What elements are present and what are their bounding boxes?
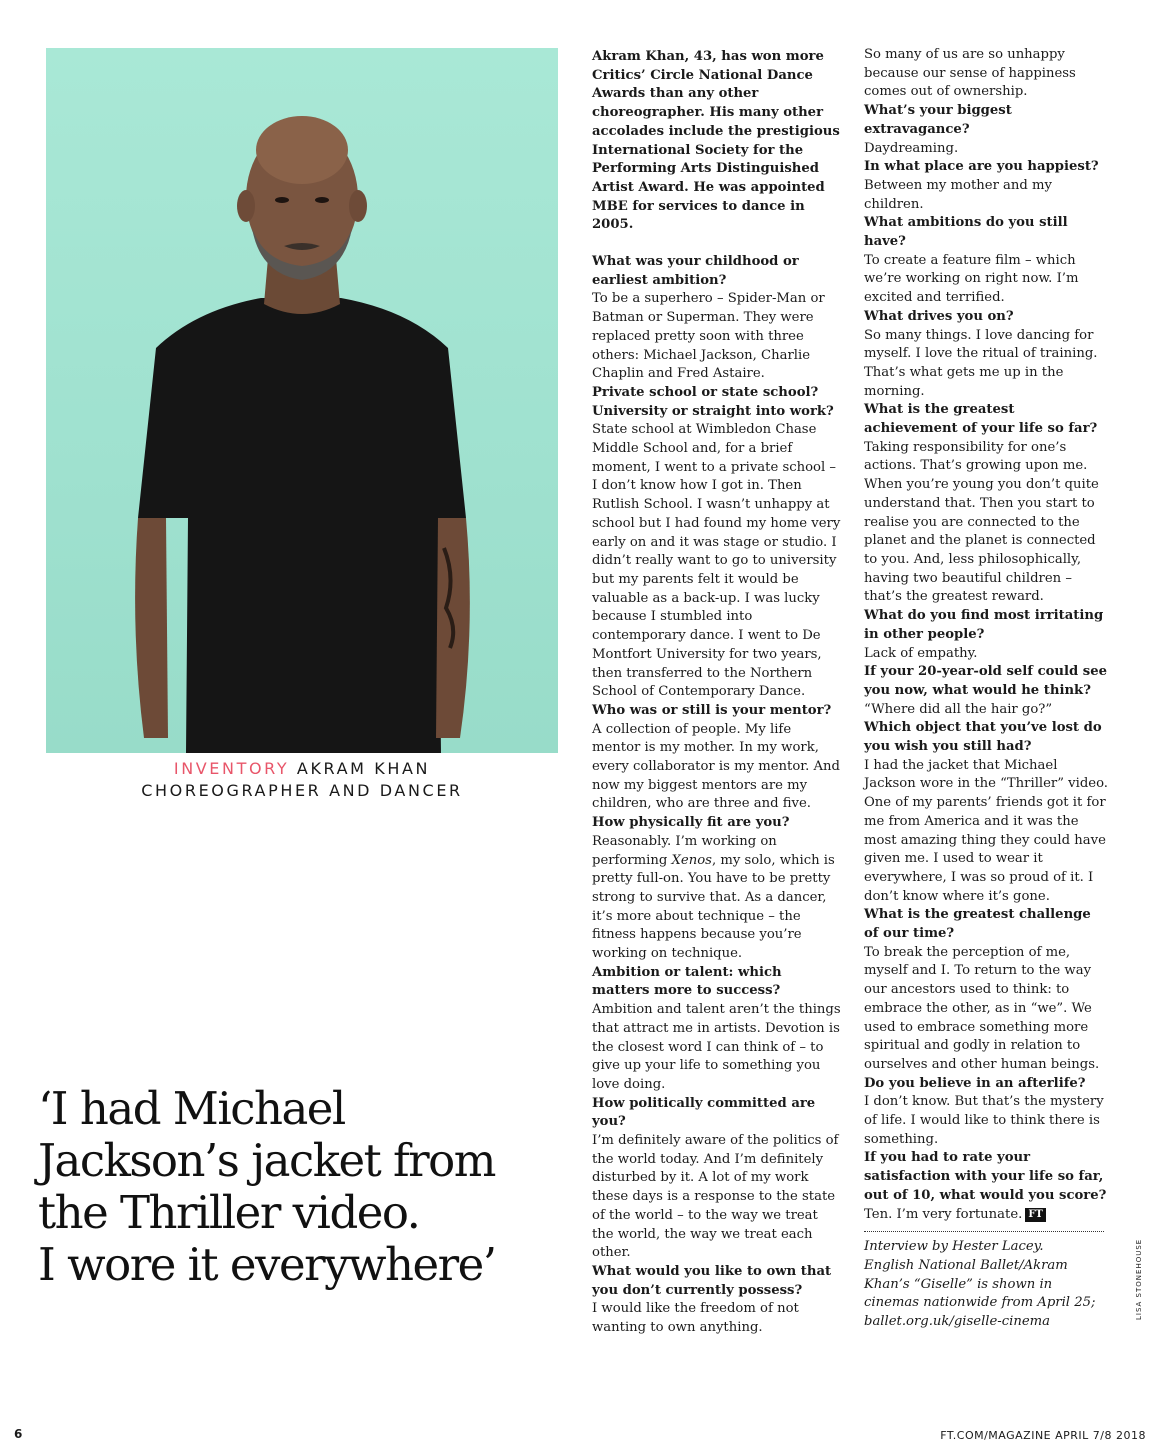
question: What was your childhood or earliest ambition?: [592, 254, 799, 288]
answer: [592, 833, 842, 964]
portrait-illustration: [46, 48, 558, 753]
question: What is the greatest achievement of your life so far?: [864, 402, 1098, 437]
answer: A collection of people. My life mentor is my mother. In my work, every collaborator is my mentor. And now my biggest mentors are my children, who are three and five.: [592, 721, 840, 812]
answer: [864, 1206, 1109, 1225]
pull-quote: [38, 1083, 558, 1291]
answer: “Where did all the hair go?”: [864, 701, 1053, 717]
question: If your 20-year-old self could see you now, what would he think?: [864, 664, 1108, 698]
question: Who was or still is your mentor?: [592, 702, 832, 718]
question: In what place are you happiest?: [864, 159, 1099, 175]
answer-text: Reasonably. I’m working on performing: [592, 833, 777, 868]
article-column-1: [592, 48, 842, 1338]
answer: Ambition and talent aren’t the things that attract me in artists. Devotion is the closest word I can think of – to give up your life to something you love doing.: [592, 1002, 841, 1092]
answer: I would like the freedom of not wanting to own anything.: [592, 1301, 799, 1336]
pull-quote-line: ‘I had Michael: [38, 1082, 345, 1135]
question: What do you find most irritating in other people?: [864, 608, 1104, 642]
question: How politically committed are you?: [592, 1095, 816, 1130]
portrait-photo: [46, 48, 558, 753]
photo-credit-text: LISA STONEHOUSE: [1135, 1238, 1143, 1320]
answer: Taking responsibility for one’s actions. That’s growing upon me. When you’re young you don’t quite understand that. Then you start to realise you are connected to the planet and the planet is connected to you. And, less philosophically, having two beautiful children – that’s the greatest reward.: [864, 439, 1099, 605]
photo-credit: [1135, 1240, 1145, 1320]
answer-emphasis: Xenos: [671, 852, 712, 868]
answer: I’m definitely aware of the politics of the world today. And I’m definitely disturbed by it. A lot of my work these days is a response to the state of the world – to the way we treat the world, the way we treat each other.: [592, 1133, 839, 1261]
answer-text: , my solo, which is pretty full-on. You have to be pretty strong to survive that. As a dancer, it’s more about technique – the fitness happens because you’re working on technique.: [592, 852, 835, 962]
pull-quote-line: Jackson’s jacket from: [38, 1134, 495, 1187]
caption-role: CHOREOGRAPHER AND DANCER: [141, 781, 463, 800]
ft-end-badge: FT: [1025, 1208, 1046, 1222]
pull-quote-line: the Thriller video.: [38, 1186, 420, 1239]
answer: I had the jacket that Michael Jackson wore in the “Thriller” video. One of my parents’ friends got it for me from America and it was the most amazing thing they could have given me. I used to wear it everywhere, I was so proud of it. I don’t know where it’s gone.: [864, 757, 1108, 904]
question: What is the greatest challenge of our time?: [864, 907, 1091, 942]
question: What ambitions do you still have?: [864, 215, 1068, 250]
question: Do you believe in an afterlife?: [864, 1075, 1086, 1091]
question: What drives you on?: [864, 308, 1014, 324]
answer: To break the perception of me, myself and I. To return to the way our ancestors used to think: to embrace the other, as in “we”. We used to embrace something more spiritual and godly in relation to ourselves and other human beings.: [864, 944, 1100, 1072]
article-column-2: [864, 46, 1109, 1332]
answer: State school at Wimbledon Chase Middle School and, for a brief moment, I went to a private school – I don’t know how I got in. Then Rutlish School. I wasn’t unhappy at school but I had found my home very early on and it was stage or studio. I didn’t really want to go to university but my parents felt it would be valuable as a back-up. I was lucky because I stumbled into contemporary dance. I went to De Montfort University for two years, then transferred to the Northern School of Contemporary Dance.: [592, 422, 841, 700]
answer: So many things. I love dancing for myself. I love the ritual of training. That’s what gets me up in the morning.: [864, 327, 1098, 399]
credit-line: Interview by Hester Lacey.: [864, 1239, 1044, 1255]
issue-footer: FT.COM/MAGAZINE APRIL 7/8 2018: [940, 1429, 1146, 1442]
dotted-divider: [864, 1231, 1104, 1232]
question: If you had to rate your satisfaction with your life so far, out of 10, what would you score?: [864, 1150, 1107, 1203]
answer: Daydreaming.: [864, 140, 959, 156]
question: What would you like to own that you don’t currently possess?: [592, 1264, 832, 1298]
question: How physically fit are you?: [592, 815, 790, 831]
answer: Lack of empathy.: [864, 645, 978, 661]
answer: To be a superhero – Spider-Man or Batman or Superman. They were replaced pretty soon with three others: Michael Jackson, Charlie Chaplin and Fred Astaire.: [592, 291, 825, 382]
answer: So many of us are so unhappy because our sense of happiness comes out of ownership.: [864, 47, 1076, 100]
answer: To create a feature film – which we’re working on right now. I’m excited and terrified.: [864, 252, 1079, 306]
caption-name: AKRAM KHAN: [296, 759, 431, 778]
question: Private school or state school? University or straight into work?: [592, 384, 834, 419]
caption-kicker: INVENTORY: [173, 759, 290, 778]
pull-quote-line: I wore it everywhere’: [38, 1238, 496, 1291]
answer-text: Ten. I’m very fortunate.: [864, 1206, 1023, 1222]
answer: Between my mother and my children.: [864, 177, 1053, 212]
page-number: 6: [14, 1427, 23, 1441]
intro-paragraph: Akram Khan, 43, has won more Critics’ Circle National Dance Awards than any other choreographer. His many other accolades include the prestigious International Society for the Performing Arts Distinguished Artist Award. He was appointed MBE for services to dance in 2005.: [592, 49, 840, 233]
question: Ambition or talent: which matters more to success?: [592, 964, 782, 999]
answer: I don’t know. But that’s the mystery of life. I would like to think there is something.: [864, 1094, 1104, 1147]
photo-caption: [46, 758, 558, 802]
question: What’s your biggest extravagance?: [864, 103, 1012, 137]
question: Which object that you’ve lost do you wish you still had?: [864, 720, 1102, 755]
credit-details: English National Ballet/Akram Khan’s “Giselle” is shown in cinemas nationwide from April 25; ballet.org.uk/giselle-cinema: [864, 1258, 1096, 1330]
